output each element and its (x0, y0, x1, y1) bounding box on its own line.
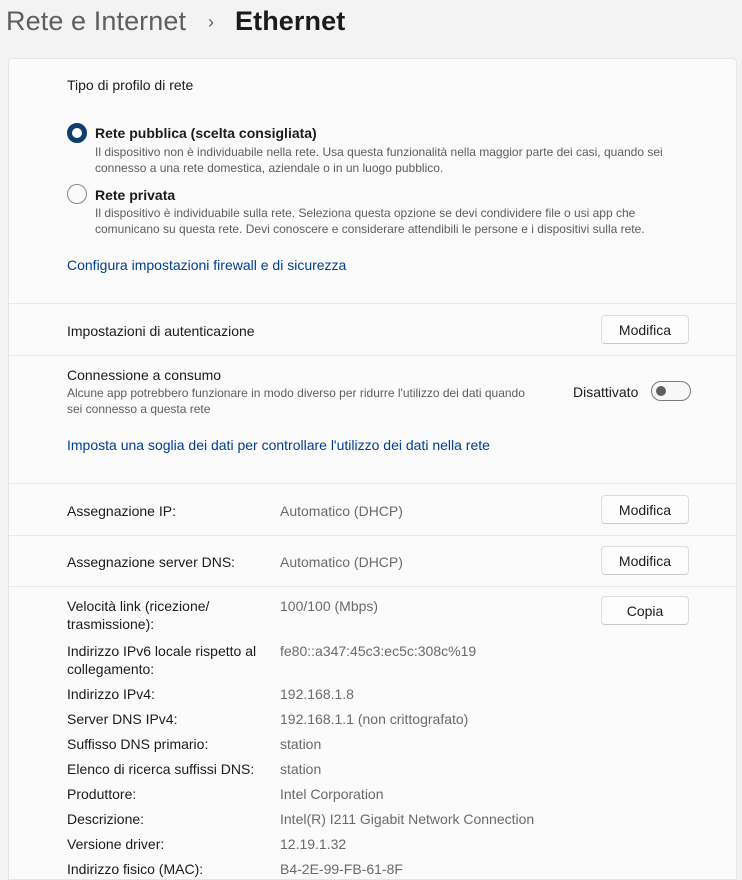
dns-suffix-search-list-label: Elenco di ricerca suffissi DNS: (67, 761, 255, 777)
link-speed-label-2: trasmissione): (67, 616, 155, 632)
divider (9, 586, 736, 587)
dns-suffix-search-list-value: station (280, 761, 322, 777)
private-network-label[interactable]: Rete privata (95, 187, 176, 203)
auth-settings-label: Impostazioni di autenticazione (67, 323, 255, 339)
description-value: Intel(R) I211 Gigabit Network Connection (280, 811, 535, 827)
metered-connection-desc-1: Alcune app potrebbero funzionare in modo diverso per ridurre l'utilizzo dei dati quando (67, 386, 525, 400)
dns-server-value: 192.168.1.1 (non crittografato) (280, 711, 469, 727)
public-network-label[interactable]: Rete pubblica (scelta consigliata) (95, 125, 317, 141)
ipv6-label-1: Indirizzo IPv6 locale rispetto al (67, 643, 257, 659)
ipv4-value: 192.168.1.8 (280, 686, 354, 702)
description-label: Descrizione: (67, 811, 145, 827)
divider (9, 483, 736, 484)
breadcrumb-parent[interactable]: Rete e Internet (6, 6, 187, 36)
profile-type-title: Tipo di profilo di rete (67, 77, 194, 93)
ipv6-value: fe80::a347:45c3:ec5c:308c%19 (280, 643, 477, 659)
ip-assignment-label: Assegnazione IP: (67, 503, 176, 519)
ipv4-label: Indirizzo IPv4: (67, 686, 155, 702)
page-title: Ethernet (235, 6, 346, 36)
metered-toggle-state: Disattivato (573, 384, 639, 400)
dns-assignment-edit-button[interactable]: Modifica (601, 546, 689, 575)
public-network-desc-2: connesso a una rete domestica, aziendale o in un luogo pubblico. (95, 161, 444, 175)
link-speed-value: 100/100 (Mbps) (280, 598, 379, 614)
data-limit-link[interactable]: Imposta una soglia dei dati per controllare l'utilizzo dei dati nella rete (67, 437, 490, 453)
firewall-settings-link[interactable]: Configura impostazioni firewall e di sicurezza (67, 257, 347, 273)
public-network-desc-1: Il dispositivo non è individuabile nella rete. Usa questa funzionalità nella maggior parte dei casi, quando sei (95, 145, 663, 159)
divider (9, 355, 736, 356)
driver-version-value: 12.19.1.32 (280, 836, 347, 852)
mac-address-value: B4-2E-99-FB-61-8F (280, 861, 403, 877)
metered-connection-desc-2: sei connesso a questa rete (67, 402, 211, 416)
manufacturer-value: Intel Corporation (280, 786, 384, 802)
mac-address-label: Indirizzo fisico (MAC): (67, 861, 204, 877)
private-network-desc-2: comunicano su questa rete. Devi conoscere e considerare attendibili le persone e i dispositivi sulla rete. (95, 222, 645, 236)
divider (9, 535, 736, 536)
metered-connection-toggle[interactable] (651, 381, 691, 401)
ipv6-label-2: collegamento: (67, 661, 155, 677)
divider (9, 303, 736, 304)
ip-assignment-edit-button[interactable]: Modifica (601, 495, 689, 524)
radio-public-network[interactable] (67, 123, 87, 143)
primary-dns-suffix-value: station (280, 736, 322, 752)
toggle-knob (656, 386, 666, 396)
radio-private-network[interactable] (67, 184, 87, 204)
dns-assignment-value: Automatico (DHCP) (280, 554, 403, 570)
manufacturer-label: Produttore: (67, 786, 137, 802)
private-network-desc-1: Il dispositivo è individuabile sulla rete. Seleziona questa opzione se devi condividere file o usi app che (95, 206, 636, 220)
link-speed-label-1: Velocità link (ricezione/ (67, 598, 210, 614)
dns-server-label: Server DNS IPv4: (67, 711, 178, 727)
driver-version-label: Versione driver: (67, 836, 165, 852)
copy-properties-button[interactable]: Copia (601, 596, 689, 625)
dns-assignment-label: Assegnazione server DNS: (67, 554, 236, 570)
ip-assignment-value: Automatico (DHCP) (280, 503, 403, 519)
auth-edit-button[interactable]: Modifica (601, 315, 689, 344)
ethernet-settings-panel (8, 58, 737, 880)
primary-dns-suffix-label: Suffisso DNS primario: (67, 736, 209, 752)
breadcrumb (0, 0, 742, 54)
chevron-right-icon: › (208, 12, 214, 32)
metered-connection-label: Connessione a consumo (67, 367, 222, 383)
